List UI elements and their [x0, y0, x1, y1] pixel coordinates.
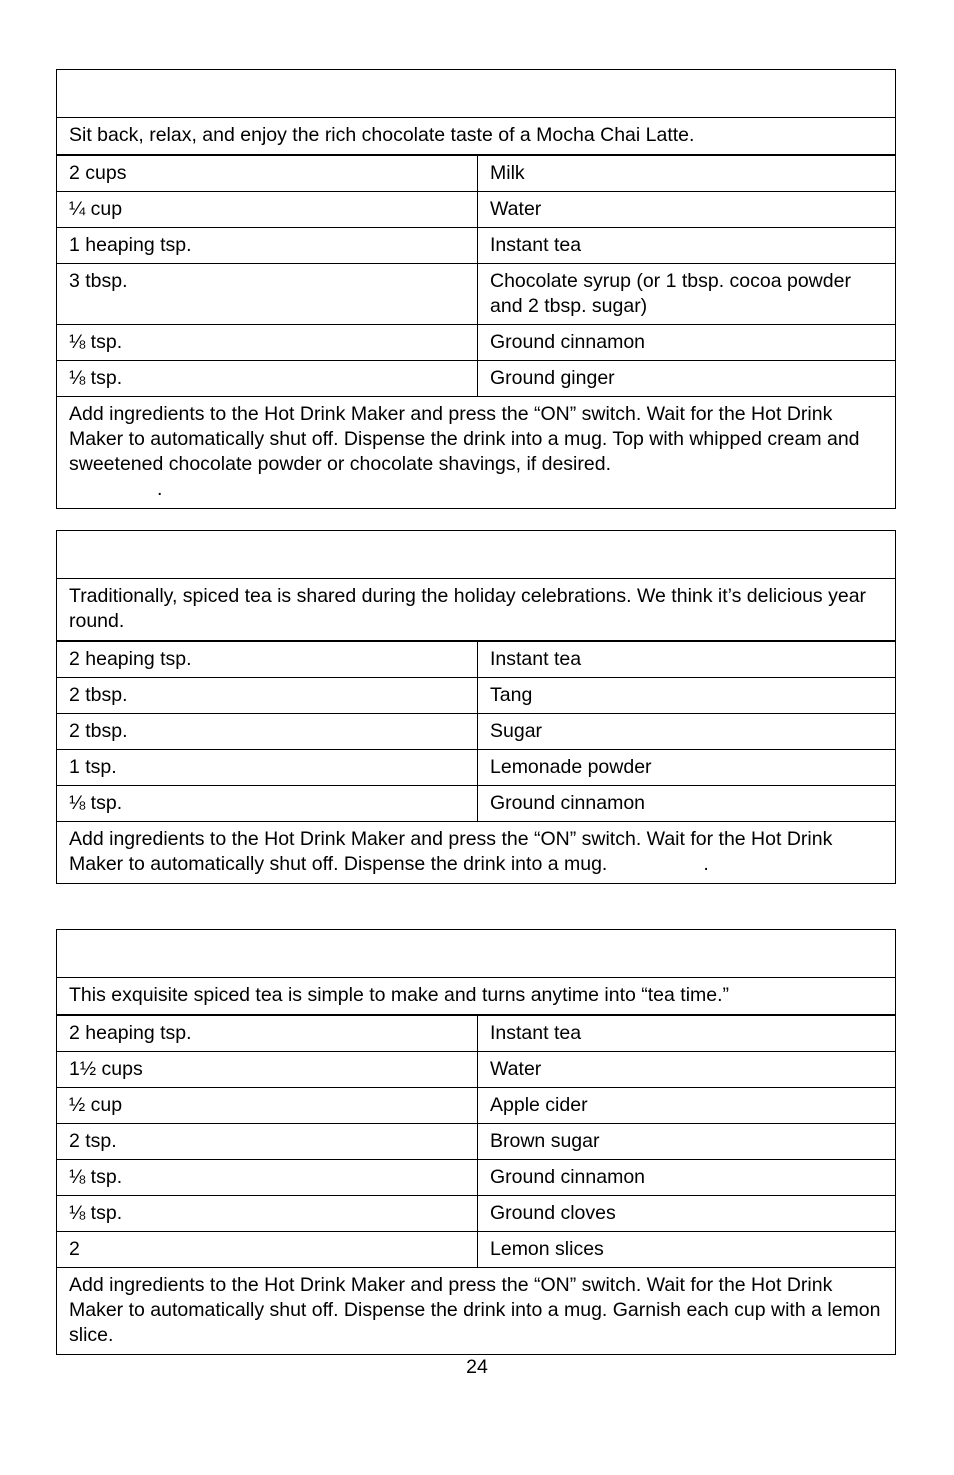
recipe-directions: Add ingredients to the Hot Drink Maker and press the “ON” switch. Wait for the Hot Drink Maker to automatically shut off. Dispense the drink into a mug. Garnish each cup with a lemon slice. — [69, 1274, 881, 1346]
recipe-directions — [57, 397, 895, 508]
ingredient-row — [57, 1124, 895, 1160]
ingredient-quantity: ⅛ tsp. — [57, 361, 478, 396]
ingredient-row — [57, 678, 895, 714]
ingredient-quantity: 1 heaping tsp. — [57, 228, 478, 263]
ingredient-quantity: 2 tbsp. — [57, 678, 478, 713]
directions-text: Add ingredients to the Hot Drink Maker and press the “ON” switch. Wait for the Hot Drink Maker to automatically shut off. Dispense the drink into a mug. — [69, 828, 833, 875]
directions-text: Add ingredients to the Hot Drink Maker and press the “ON” switch. Wait for the Hot Drink Maker to automatically shut off. Dispense the drink into a mug. Top with whipped cream and sweetened chocolate powder or chocolate shavings, if desired. — [69, 403, 860, 475]
ingredient-quantity: 1½ cups — [57, 1052, 478, 1087]
recipe-title — [57, 70, 895, 118]
recipe-card-lemon-spiced-tea — [56, 929, 896, 1355]
ingredient-quantity: ¼ cup — [57, 192, 478, 227]
ingredient-name: Lemon slices — [490, 1238, 604, 1260]
ingredient-row — [57, 1196, 895, 1232]
ingredient-name: Apple cider — [490, 1094, 588, 1116]
page-number: 24 — [466, 1356, 488, 1378]
ingredient-row — [57, 192, 895, 228]
ingredient-quantity: ⅛ tsp. — [57, 1160, 478, 1195]
ingredient-name: Water — [490, 1058, 542, 1080]
ingredient-row — [57, 1052, 895, 1088]
recipe-intro: Sit back, relax, and enjoy the rich chocolate taste of a Mocha Chai Latte. — [57, 118, 895, 156]
recipe-intro: Traditionally, spiced tea is shared during the holiday celebrations. We think it’s delicious year round. — [57, 579, 895, 642]
ingredient-name: Tang — [490, 684, 533, 706]
ingredient-row — [57, 786, 895, 822]
ingredient-row — [57, 1232, 895, 1268]
ingredient-row — [57, 714, 895, 750]
ingredient-row — [57, 1088, 895, 1124]
ingredient-quantity: 2 tsp. — [57, 1124, 478, 1159]
recipe-title — [57, 531, 895, 579]
ingredient-name: Ground cinnamon — [490, 331, 646, 353]
recipe-card-mocha-chai — [56, 69, 896, 509]
ingredient-name: Instant tea — [490, 648, 582, 670]
ingredient-quantity: 3 tbsp. — [57, 264, 478, 324]
ingredient-row — [57, 1016, 895, 1052]
ingredient-name: Brown sugar — [490, 1130, 600, 1152]
ingredient-quantity: 2 cups — [57, 156, 478, 191]
ingredient-name: Milk — [490, 162, 525, 184]
ingredient-name: Sugar — [490, 720, 543, 742]
ingredient-quantity: ⅛ tsp. — [57, 786, 478, 821]
ingredient-name: Instant tea — [490, 1022, 582, 1044]
ingredient-name: Instant tea — [490, 234, 582, 256]
ingredient-row — [57, 264, 895, 325]
ingredient-quantity: 2 — [57, 1232, 478, 1267]
ingredient-quantity: 2 tbsp. — [57, 714, 478, 749]
ingredient-name: Ground cinnamon — [490, 792, 646, 814]
recipe-intro: This exquisite spiced tea is simple to make and turns anytime into “tea time.” — [57, 978, 895, 1016]
recipe-directions — [57, 822, 895, 883]
ingredient-name: Lemonade powder — [490, 756, 652, 778]
ingredient-row — [57, 1160, 895, 1196]
ingredient-row — [57, 325, 895, 361]
ingredient-quantity: ½ cup — [57, 1088, 478, 1123]
ingredient-row — [57, 750, 895, 786]
ingredient-name: Ground cloves — [490, 1202, 616, 1224]
ingredient-row — [57, 642, 895, 678]
ingredient-quantity: ⅛ tsp. — [57, 325, 478, 360]
ingredient-quantity: 1 tsp. — [57, 750, 478, 785]
ingredient-quantity: 2 heaping tsp. — [57, 1016, 478, 1051]
directions-tail: . — [703, 853, 709, 875]
directions-tail: . — [157, 478, 163, 500]
ingredient-name: Ground ginger — [490, 367, 615, 389]
recipe-title — [57, 930, 895, 978]
ingredient-row — [57, 156, 895, 192]
ingredient-row — [57, 361, 895, 397]
ingredient-name: Chocolate syrup (or 1 tbsp. cocoa powder and 2 tbsp. sugar) — [490, 270, 851, 317]
ingredient-name: Water — [490, 198, 542, 220]
recipe-card-spiced-tea — [56, 530, 896, 884]
ingredient-quantity: ⅛ tsp. — [57, 1196, 478, 1231]
ingredient-name: Ground cinnamon — [490, 1166, 646, 1188]
ingredient-row — [57, 228, 895, 264]
ingredient-quantity: 2 heaping tsp. — [57, 642, 478, 677]
